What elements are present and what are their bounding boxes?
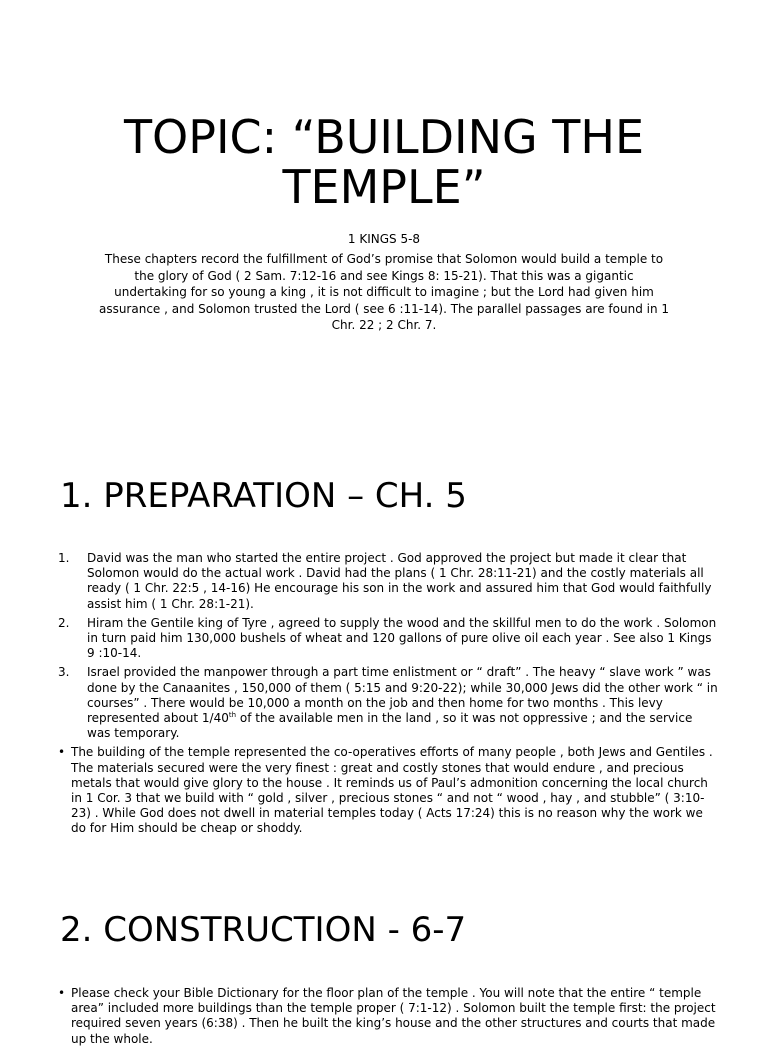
list-number: 3. xyxy=(58,665,70,680)
list-item-text-part: Israel provided the manpower through a part time enlistment or “ draft” . The heavy “ slave work ” was done by the Canaanites , 150,000 of them ( 5:15 and 9:20-22); while 30,000 Jews did the other work “ in courses” . There would be 10,000 a month on the job and then home for two months . This levy represented about 1/40 xyxy=(87,665,718,726)
list-item-text: The building of the temple represented the co-operatives efforts of many people , both Jews and Gentiles . The materials secured were the very finest : great and costly stones that would endure , and precious metals that would give glory to the house . It reminds us of Paul’s admonition concerning the local church in 1 Cor. 3 that we build with “ gold , silver , precious stones “ and not “ wood , hay , and stubble” ( 3:10-23) . While God does not dwell in material temples today ( Acts 17:24) this is no reason why the work we do for Him should be cheap or shoddy. xyxy=(71,745,713,836)
bullet-icon: • xyxy=(58,986,66,1000)
list-item-text: Please check your Bible Dictionary for the floor plan of the temple . You will note that the entire “ temple area” included more buildings than the temple proper ( 7:1-12) . Solomon built the temple first: the project required seven years (6:38) . Then he built the king’s house and the other structures and courts that made up the whole. xyxy=(71,986,716,1046)
list-item xyxy=(58,745,718,836)
list-number: 2. xyxy=(58,615,70,630)
scripture-reference: 1 KINGS 5-8 xyxy=(347,232,421,246)
section-heading-construction: 2. CONSTRUCTION - 6-7 xyxy=(60,910,467,950)
list-item xyxy=(58,665,718,741)
superscript-th: th xyxy=(228,711,237,720)
bullet-icon: • xyxy=(58,745,66,760)
list-item-text xyxy=(87,665,718,740)
page-title: TOPIC: “BUILDING THE TEMPLE” xyxy=(123,110,645,214)
title-slide xyxy=(0,0,768,430)
list-item xyxy=(58,616,718,662)
intro-paragraph: These chapters record the fulfillment of God’s promise that Solomon would build a temple to the glory of God ( 2 Sam. 7:12-16 and see Kings 8: 15-21). That this was a gigantic undertaking for so young a king , it is not difficult to imagine ; but the Lord had given him assurance , and Solomon trusted the Lord ( see 6 :11-14). The parallel passages are found in 1 Chr. 22 ; 2 Chr. 7. xyxy=(98,252,670,332)
list-item xyxy=(58,986,718,1047)
section-heading-preparation: 1. PREPARATION – CH. 5 xyxy=(60,476,467,516)
list-item xyxy=(58,551,718,612)
list-item-text: David was the man who started the entire project . God approved the project but made it clear that Solomon would do the actual work . David had the plans ( 1 Chr. 28:11-21) and the costly materials all ready ( 1 Chr. 22:5 , 14-16) He encourage his son in the work and assured him that God would faithfully assist him ( 1 Chr. 28:1-21). xyxy=(87,551,712,611)
list-item-text: Hiram the Gentile king of Tyre , agreed to supply the wood and the skillful men to do the work . Solomon in turn paid him 130,000 bushels of wheat and 120 gallons of pure olive oil each year . See also 1 Kings 9 :10-14. xyxy=(87,615,717,661)
preparation-list xyxy=(58,551,718,841)
preparation-slide xyxy=(0,430,768,870)
construction-list xyxy=(58,986,718,1051)
list-item-text-part: of the available men in the land , so it was not oppressive ; and the service was temporary. xyxy=(87,711,693,741)
list-number: 1. xyxy=(58,551,70,565)
construction-slide xyxy=(0,870,768,1046)
